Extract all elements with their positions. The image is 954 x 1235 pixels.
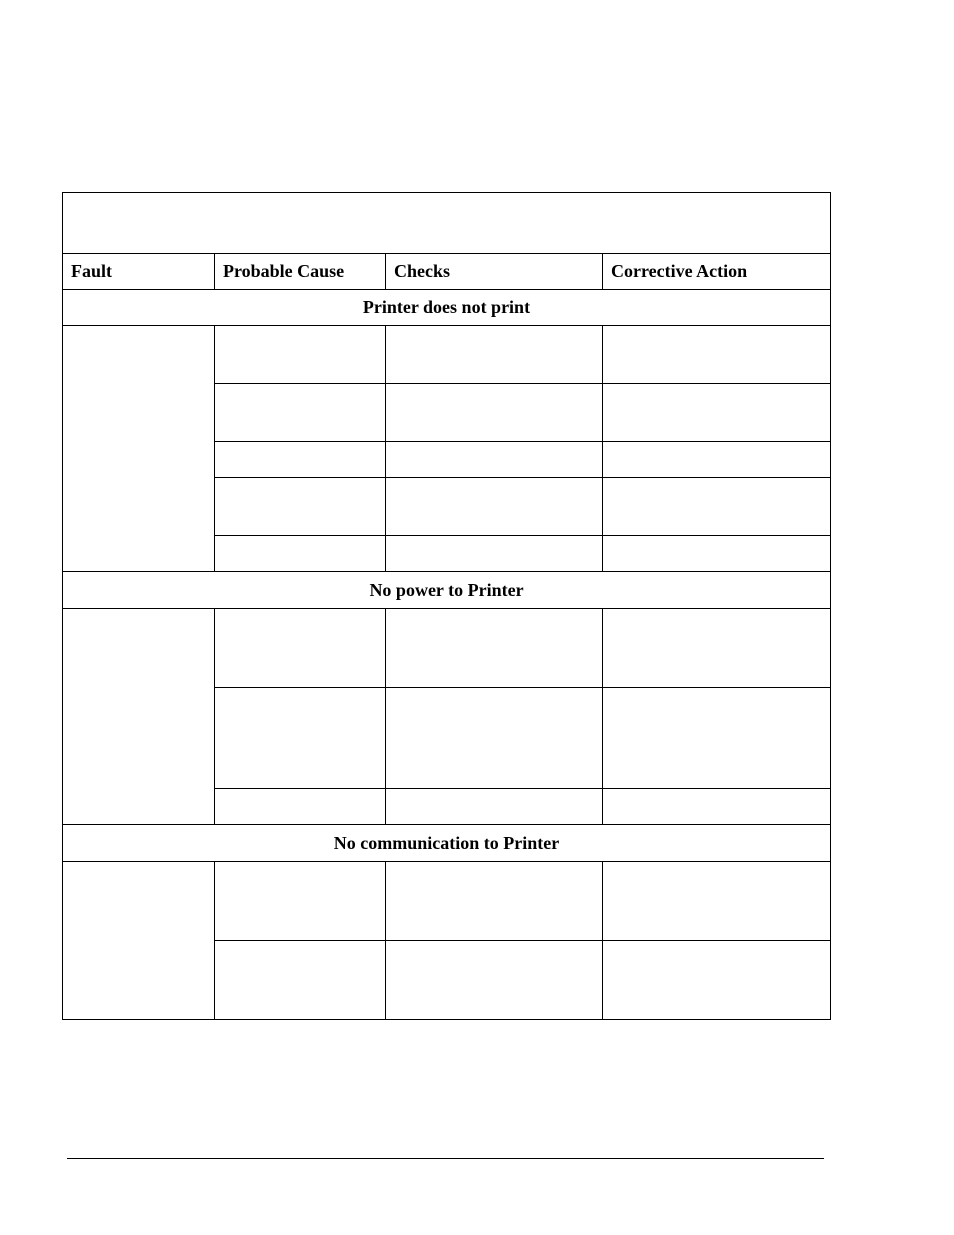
fault-cell bbox=[63, 862, 215, 1020]
checks-cell bbox=[386, 941, 603, 1020]
cause-cell bbox=[215, 688, 386, 789]
checks-cell bbox=[386, 609, 603, 688]
action-cell bbox=[603, 442, 831, 478]
action-cell bbox=[603, 789, 831, 825]
fault-cell bbox=[63, 326, 215, 572]
cause-cell bbox=[215, 536, 386, 572]
checks-cell bbox=[386, 326, 603, 384]
action-cell bbox=[603, 609, 831, 688]
checks-cell bbox=[386, 478, 603, 536]
action-cell bbox=[603, 688, 831, 789]
cause-cell bbox=[215, 478, 386, 536]
table-title-cell bbox=[63, 193, 831, 254]
troubleshooting-table bbox=[62, 192, 831, 1020]
action-cell bbox=[603, 862, 831, 941]
cause-cell bbox=[215, 789, 386, 825]
action-cell bbox=[603, 941, 831, 1020]
cause-cell bbox=[215, 609, 386, 688]
section-title: Printer does not print bbox=[63, 290, 831, 326]
checks-cell bbox=[386, 688, 603, 789]
cause-cell bbox=[215, 941, 386, 1020]
header-checks: Checks bbox=[386, 254, 603, 290]
header-probable-cause: Probable Cause bbox=[215, 254, 386, 290]
table-row bbox=[63, 609, 831, 688]
header-corrective-action: Corrective Action bbox=[603, 254, 831, 290]
checks-cell bbox=[386, 862, 603, 941]
header-row bbox=[63, 254, 831, 290]
section-row bbox=[63, 825, 831, 862]
section-row bbox=[63, 290, 831, 326]
section-title: No power to Printer bbox=[63, 572, 831, 609]
cause-cell bbox=[215, 442, 386, 478]
cause-cell bbox=[215, 326, 386, 384]
action-cell bbox=[603, 536, 831, 572]
action-cell bbox=[603, 384, 831, 442]
cause-cell bbox=[215, 862, 386, 941]
footer-divider bbox=[67, 1158, 824, 1159]
action-cell bbox=[603, 478, 831, 536]
checks-cell bbox=[386, 384, 603, 442]
table-title-row bbox=[63, 193, 831, 254]
table-row bbox=[63, 326, 831, 384]
table-row bbox=[63, 862, 831, 941]
fault-cell bbox=[63, 609, 215, 825]
cause-cell bbox=[215, 384, 386, 442]
section-row bbox=[63, 572, 831, 609]
section-title: No communication to Printer bbox=[63, 825, 831, 862]
checks-cell bbox=[386, 536, 603, 572]
checks-cell bbox=[386, 442, 603, 478]
header-fault: Fault bbox=[63, 254, 215, 290]
checks-cell bbox=[386, 789, 603, 825]
action-cell bbox=[603, 326, 831, 384]
